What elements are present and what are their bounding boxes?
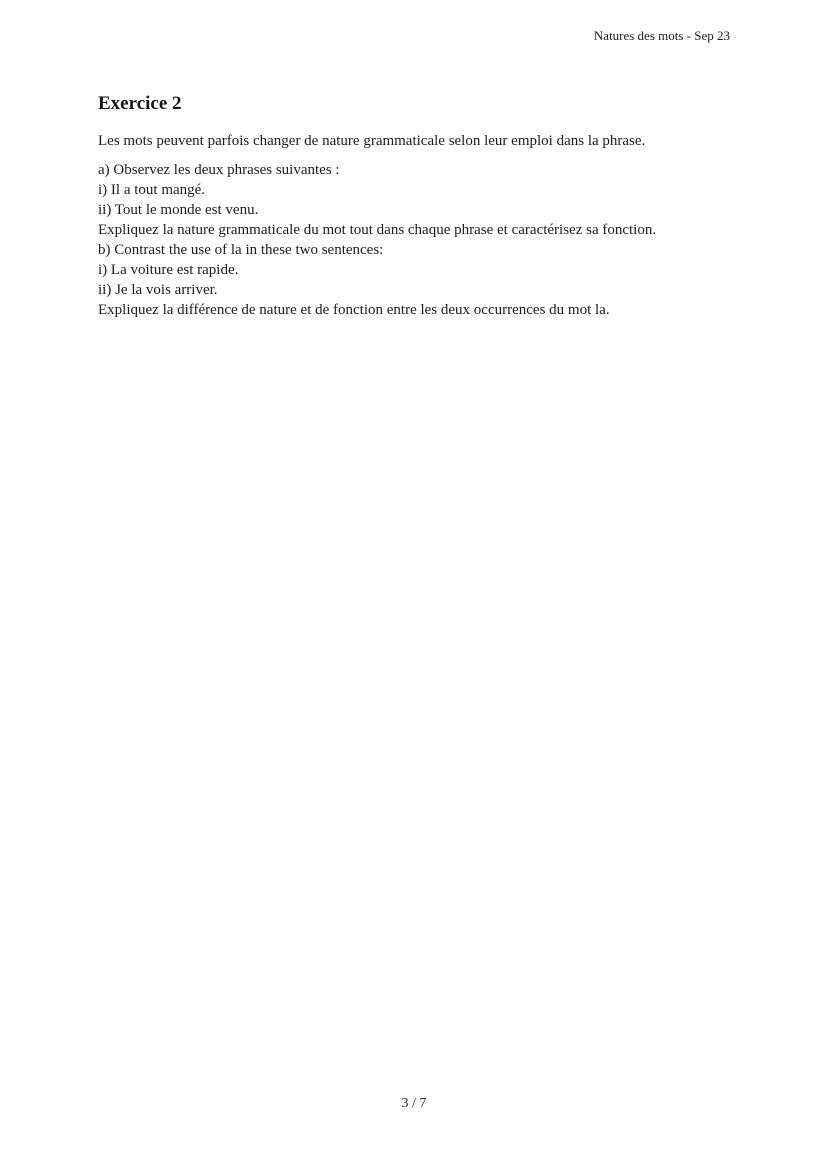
- exercise-line-b: b) Contrast the use of la in these two sentences:: [98, 242, 384, 258]
- exercise-title: Exercice 2: [98, 93, 182, 114]
- exercise-line-b-question: Expliquez la différence de nature et de fonction entre les deux occurrences du mot la.: [98, 302, 610, 318]
- exercise-line-a-question: Expliquez la nature grammaticale du mot tout dans chaque phrase et caractérisez sa fonction.: [98, 222, 657, 238]
- exercise-line-b-ii: ii) Je la vois arriver.: [98, 282, 218, 298]
- exercise-body: [98, 160, 730, 320]
- exercise-line-a: a) Observez les deux phrases suivantes :: [98, 162, 340, 178]
- exercise-line-b-i: i) La voiture est rapide.: [98, 262, 239, 278]
- page-number: 3 / 7: [401, 1096, 427, 1111]
- exercise-intro: Les mots peuvent parfois changer de nature grammaticale selon leur emploi dans la phrase.: [98, 133, 646, 149]
- exercise-line-a-ii: ii) Tout le monde est venu.: [98, 202, 259, 218]
- document-header-date: Natures des mots - Sep 23: [593, 28, 730, 43]
- exercise-line-a-i: i) Il a tout mangé.: [98, 182, 206, 198]
